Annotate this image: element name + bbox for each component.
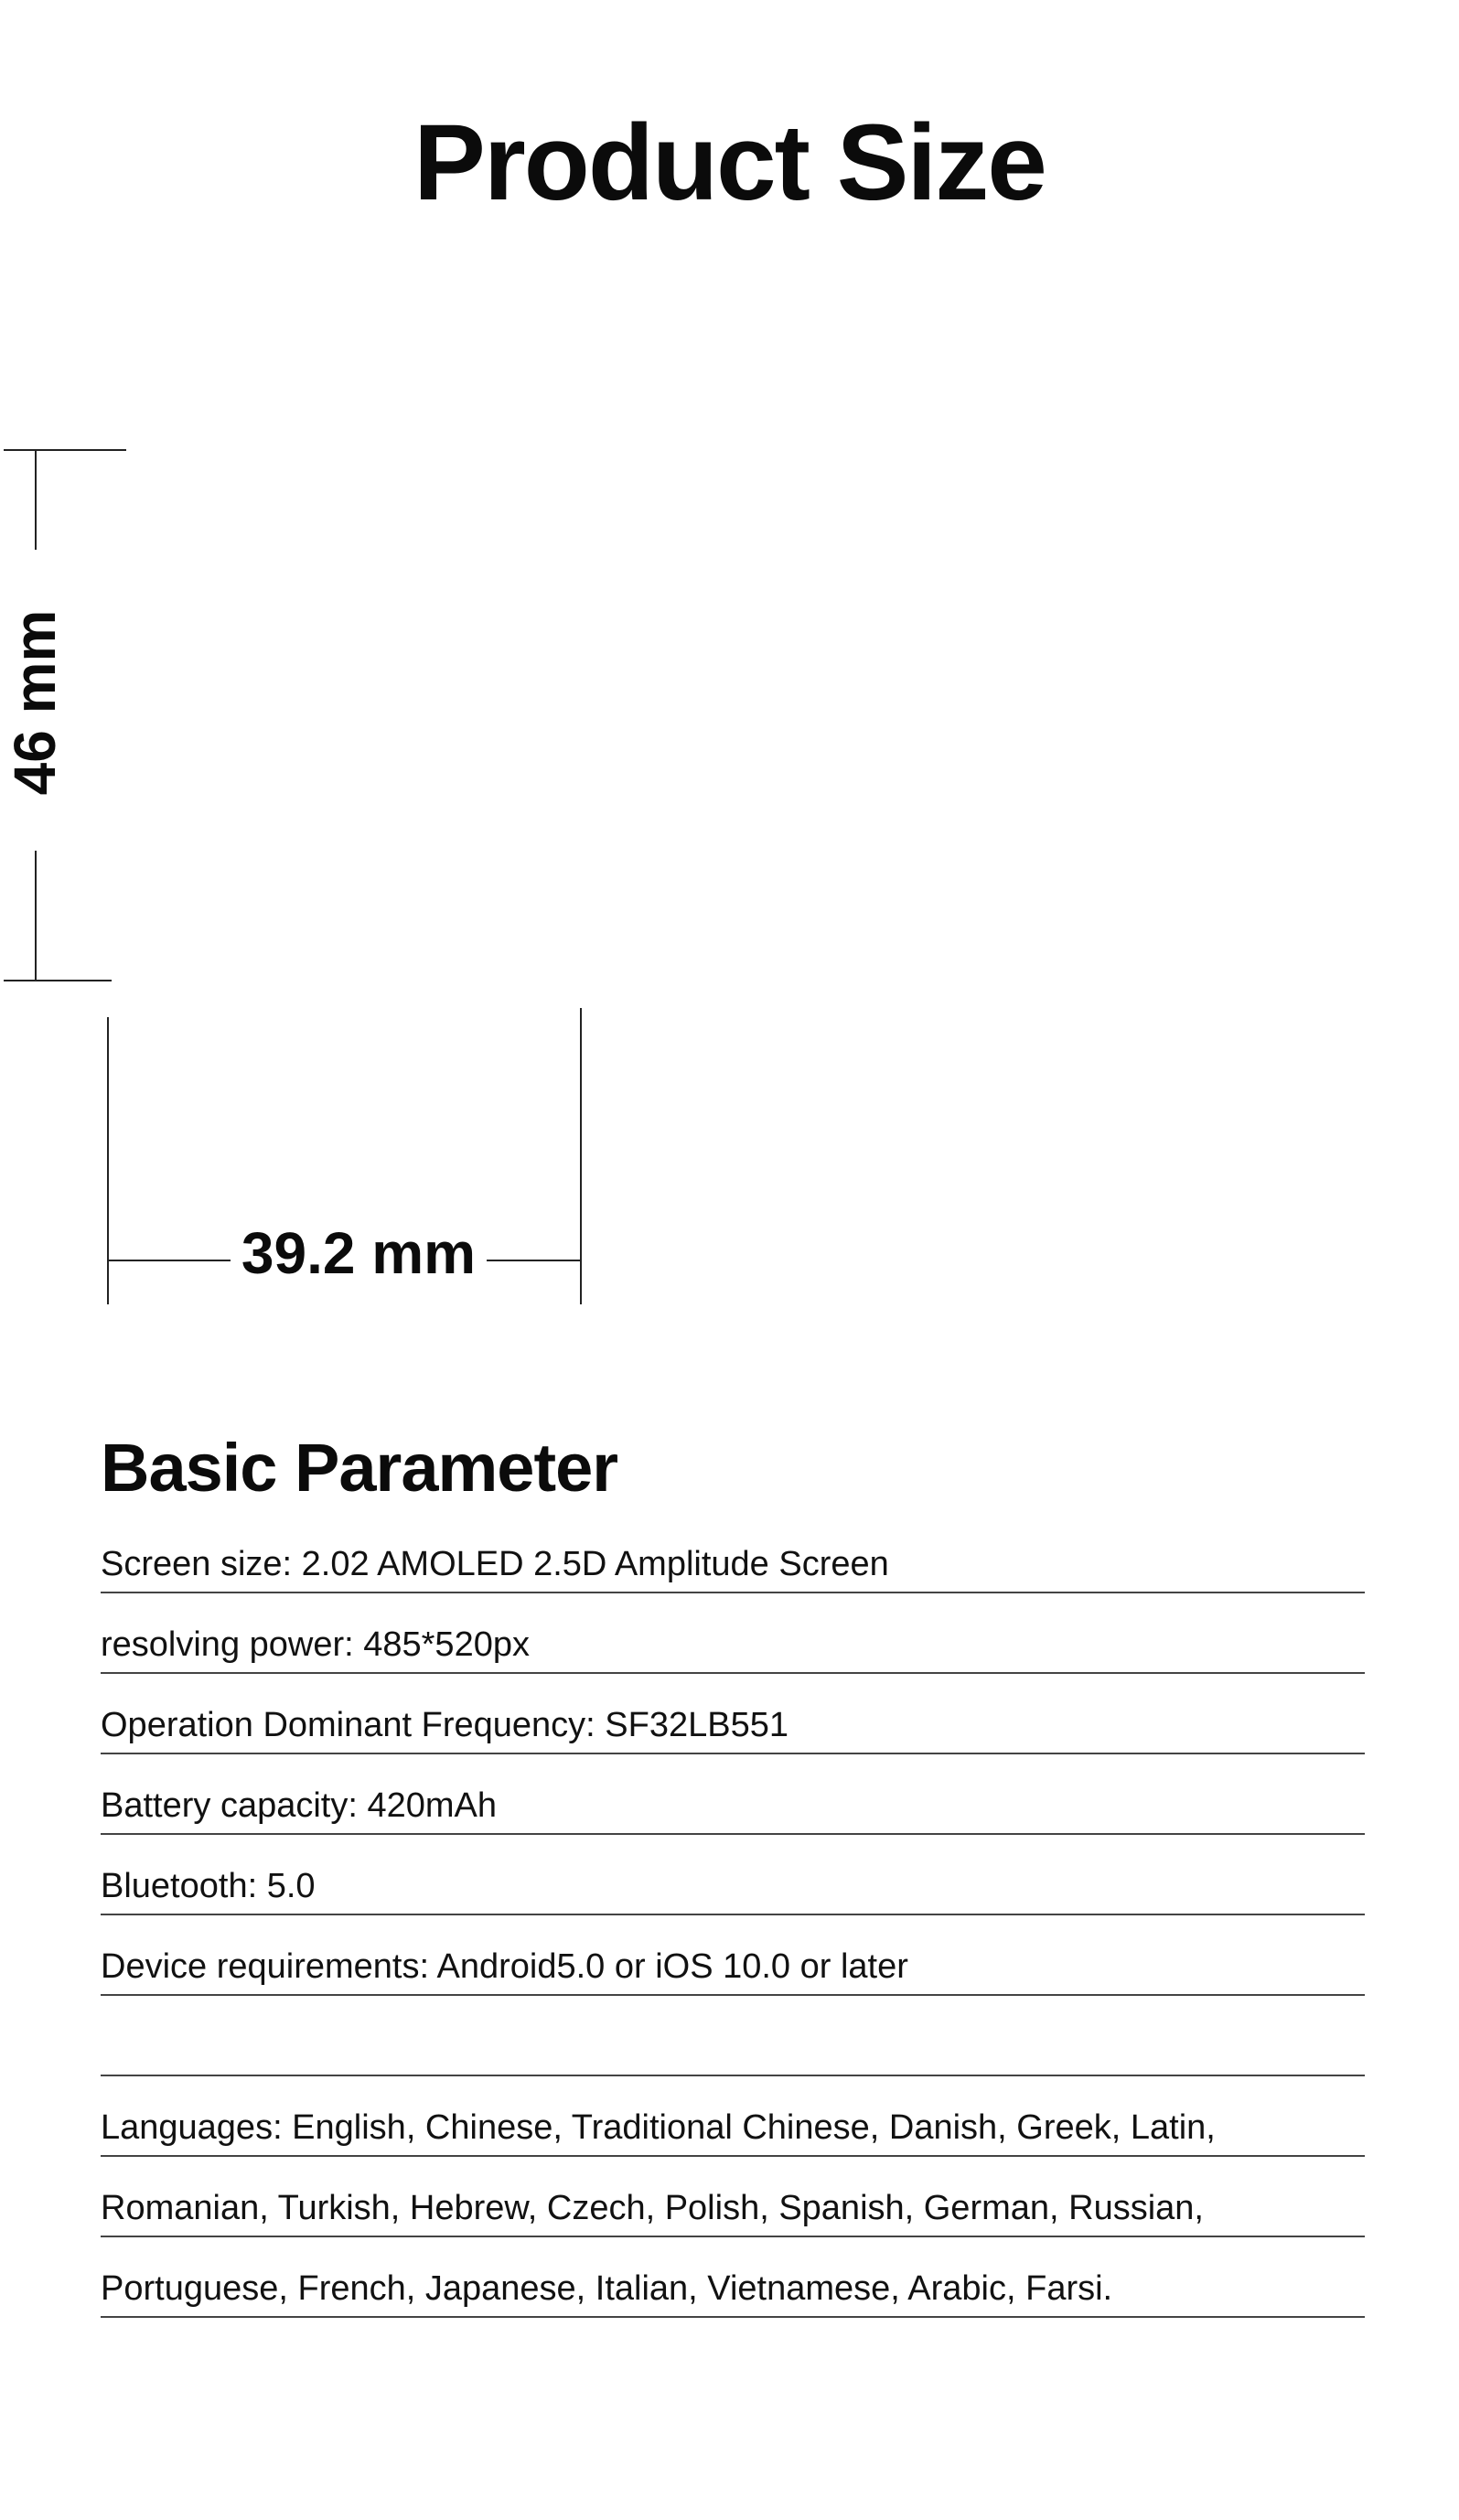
parameter-row-screen-size	[101, 1515, 1365, 1593]
parameter-text: Bluetooth: 5.0	[101, 1867, 316, 1905]
height-dimension-bottom-tick	[4, 980, 112, 981]
parameter-row-battery	[101, 1756, 1365, 1835]
parameter-text: Portuguese, French, Japanese, Italian, Vietnamese, Arabic, Farsi.	[101, 2269, 1113, 2308]
parameter-row-resolution	[101, 1595, 1365, 1674]
parameter-text: Device requirements: Android5.0 or iOS 10.0 or later	[101, 1947, 908, 1986]
parameter-row-empty	[101, 1998, 1365, 2076]
height-dimension-top-tick	[4, 449, 126, 451]
parameter-text: Battery capacity: 420mAh	[101, 1786, 497, 1825]
basic-parameter-heading: Basic Parameter	[101, 1430, 618, 1506]
parameter-row-languages-2	[101, 2159, 1365, 2237]
width-dimension-label: 39.2 mm	[231, 1217, 487, 1290]
height-dimension-line-upper	[35, 449, 37, 550]
parameter-row-bluetooth	[101, 1837, 1365, 1915]
parameter-text: Operation Dominant Frequency: SF32LB551	[101, 1706, 789, 1744]
parameter-text: Screen size: 2.02 AMOLED 2.5D Amplitude Screen	[101, 1545, 889, 1583]
parameter-row-device-requirements	[101, 1917, 1365, 1996]
page-title: Product Size	[413, 102, 1046, 223]
parameter-text: Romanian, Turkish, Hebrew, Czech, Polish, Spanish, German, Russian,	[101, 2189, 1204, 2227]
parameter-text: Languages: English, Chinese, Traditional Chinese, Danish, Greek, Latin,	[101, 2108, 1216, 2147]
parameter-row-languages-3	[101, 2239, 1365, 2318]
height-dimension-line-lower	[35, 851, 37, 981]
parameter-row-languages-1	[101, 2078, 1365, 2157]
parameter-row-frequency	[101, 1676, 1365, 1754]
height-dimension-text: 46 mm	[2, 609, 68, 796]
parameter-text: resolving power: 485*520px	[101, 1625, 530, 1664]
parameter-list	[101, 1515, 1365, 2320]
